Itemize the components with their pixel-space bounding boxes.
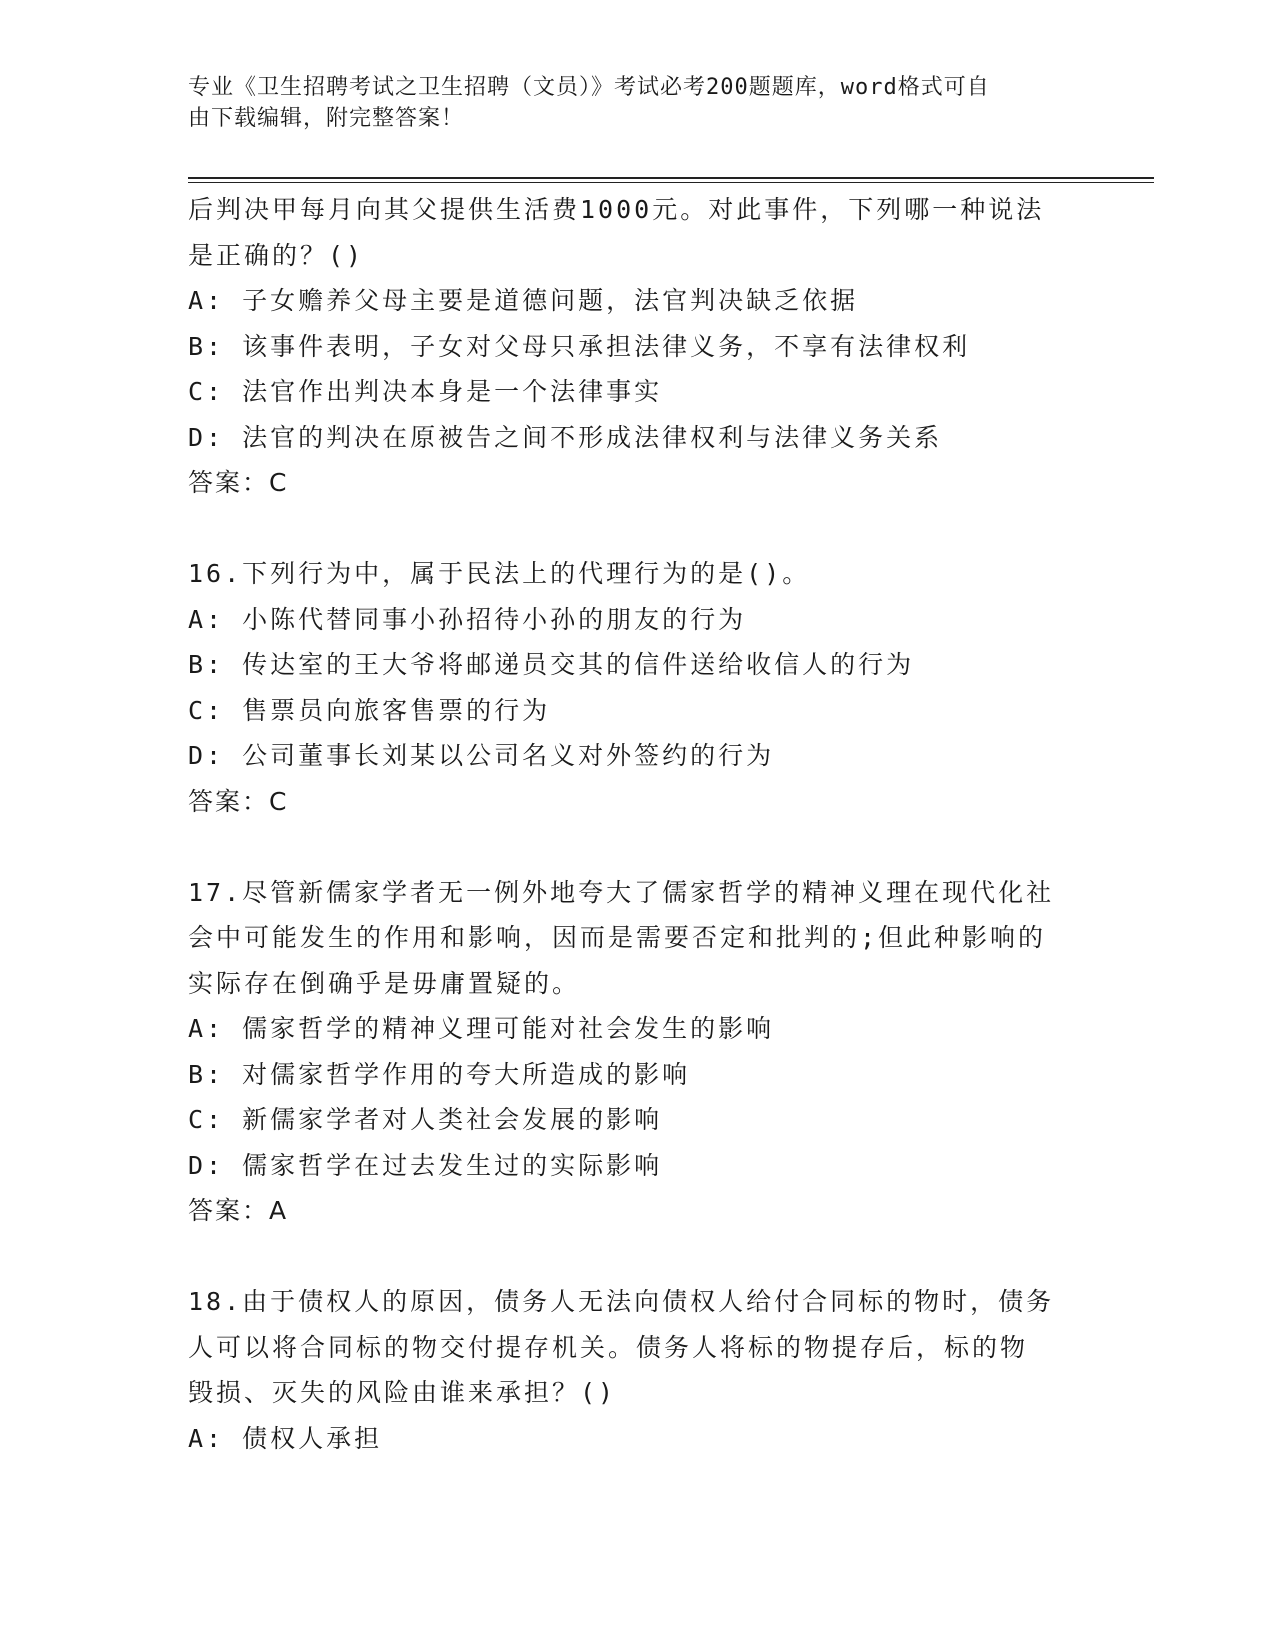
question-stem-line: 人可以将合同标的物交付提存机关。债务人将标的物提存后，标的物 <box>188 1332 1029 1362</box>
question-stem-line: 会中可能发生的作用和影响，因而是需要否定和批判的;但此种影响的 <box>188 923 1047 952</box>
header-line-2: 由下载编辑，附完整答案！ <box>188 106 465 131</box>
question-stem-line: 是正确的？() <box>188 240 365 270</box>
option-a: A: 债权人承担 <box>188 1423 383 1453</box>
option-a: A: 儒家哲学的精神义理可能对社会发生的影响 <box>188 1014 775 1043</box>
question-spacer <box>188 1234 1078 1280</box>
answer-line: 答案：A <box>188 1196 289 1225</box>
question-18 <box>188 1279 1078 1461</box>
option-c: C: 新儒家学者对人类社会发展的影响 <box>188 1105 663 1134</box>
option-c: C: 法官作出判决本身是一个法律事实 <box>188 377 663 406</box>
question-spacer <box>188 824 1078 870</box>
question-stem-line: 17.尽管新儒家学者无一例外地夸大了儒家哲学的精神义理在现代化社 <box>188 877 1055 907</box>
question-16 <box>188 551 1078 824</box>
question-list <box>188 187 1078 1461</box>
question-17 <box>188 870 1078 1234</box>
option-d: D: 儒家哲学在过去发生过的实际影响 <box>188 1150 663 1180</box>
option-b: B: 传达室的王大爷将邮递员交其的信件送给收信人的行为 <box>188 650 915 679</box>
document-header <box>188 72 1068 134</box>
option-d: D: 法官的判决在原被告之间不形成法律权利与法律义务关系 <box>188 422 943 452</box>
header-line-1: 专业《卫生招聘考试之卫生招聘（文员）》考试必考200题题库，word格式可自 <box>188 75 990 100</box>
answer-line: 答案：C <box>188 786 289 816</box>
question-stem-line: 毁损、灭失的风险由谁来承担？() <box>188 1378 617 1407</box>
question-stem-line: 18.由于债权人的原因，债务人无法向债权人给付合同标的物时，债务 <box>188 1287 1055 1316</box>
option-c: C: 售票员向旅客售票的行为 <box>188 695 551 725</box>
option-b: B: 对儒家哲学作用的夸大所造成的影响 <box>188 1059 691 1089</box>
question-stem-line: 后判决甲每月向其父提供生活费1000元。对此事件，下列哪一种说法 <box>188 195 1045 224</box>
option-a: A: 子女赡养父母主要是道德问题，法官判决缺乏依据 <box>188 286 859 315</box>
question-spacer <box>188 506 1078 552</box>
header-divider-thin <box>188 182 1154 183</box>
question-stem-line: 实际存在倒确乎是毋庸置疑的。 <box>188 968 581 998</box>
option-a: A: 小陈代替同事小孙招待小孙的朋友的行为 <box>188 604 747 634</box>
answer-line: 答案：C <box>188 468 289 497</box>
option-d: D: 公司董事长刘某以公司名义对外签约的行为 <box>188 741 775 770</box>
header-divider-thick <box>188 177 1154 179</box>
question-15 <box>188 187 1078 506</box>
option-b: B: 该事件表明，子女对父母只承担法律义务，不享有法律权利 <box>188 331 971 361</box>
question-stem-line: 16.下列行为中，属于民法上的代理行为的是()。 <box>188 559 811 588</box>
